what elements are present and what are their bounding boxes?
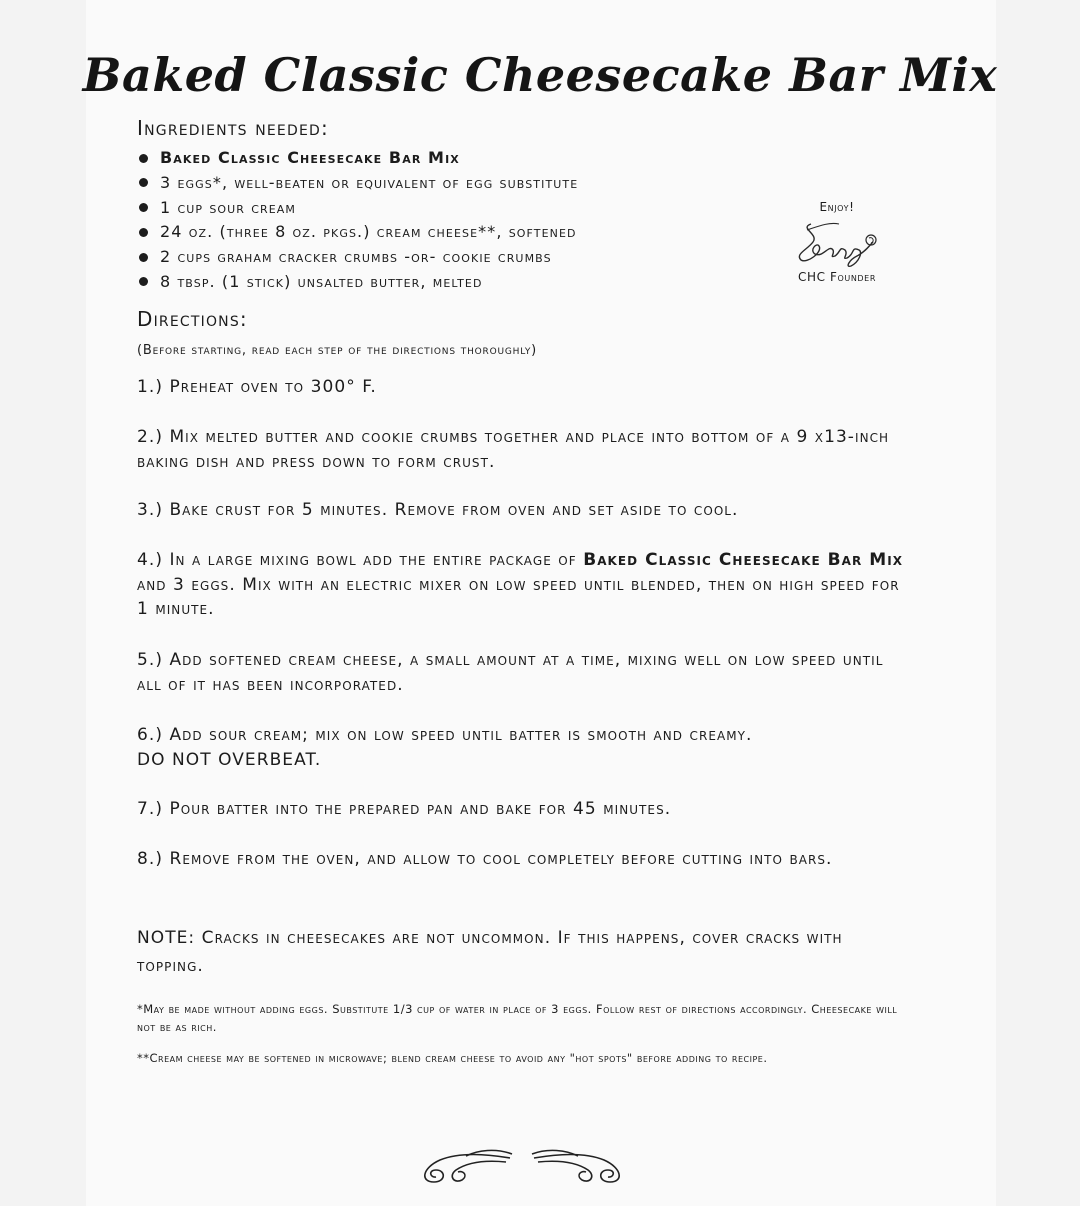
footnote-eggs: *May be made without adding eggs. Substitute 1/3 cup of water in place of 3 eggs. Follow rest of directions accordingly. Cheesecake will not be as rich. bbox=[137, 1002, 898, 1034]
ingredient-item: 8 tbsp. (1 stick) unsalted butter, melted bbox=[137, 270, 578, 295]
bullet-icon bbox=[139, 228, 148, 237]
step-8: 8.) Remove from the oven, and allow to cool completely before cutting into bars. bbox=[137, 849, 833, 869]
bullet-icon bbox=[139, 277, 148, 286]
ingredient-item: 2 cups graham cracker crumbs -or- cookie crumbs bbox=[137, 245, 578, 270]
decorative-flourish-icon bbox=[416, 1140, 628, 1188]
step-6: 6.) Add sour cream; mix on low speed until batter is smooth and creamy. DO NOT OVERBEAT. bbox=[137, 725, 753, 770]
step-1: 1.) Preheat oven to 300° F. bbox=[137, 377, 377, 397]
ingredients-heading: Ingredients needed: bbox=[137, 116, 329, 140]
step-5: 5.) Add softened cream cheese, a small amount at a time, mixing well on low speed until all of it has been incorporated. bbox=[137, 650, 884, 695]
step-3: 3.) Bake crust for 5 minutes. Remove from oven and set aside to cool. bbox=[137, 500, 739, 520]
ingredient-item: 3 eggs*, well-beaten or equivalent of egg substitute bbox=[137, 171, 578, 196]
product-name: Baked Classic Cheesecake Bar Mix bbox=[583, 550, 904, 570]
bullet-icon bbox=[139, 178, 148, 187]
bullet-icon bbox=[139, 203, 148, 212]
overbeat-warning: DO NOT OVERBEAT. bbox=[137, 749, 322, 770]
footnote-cream-cheese: **Cream cheese may be softened in microwave; blend cream cheese to avoid any "hot spots" before adding to recipe. bbox=[137, 1051, 768, 1065]
cracks-note: NOTE: Cracks in cheesecakes are not uncommon. If this happens, cover cracks with topping. bbox=[137, 928, 843, 976]
step-7: 7.) Pour batter into the prepared pan and bake for 45 minutes. bbox=[137, 799, 672, 819]
recipe-title: Baked Classic Cheesecake Bar Mix bbox=[82, 48, 998, 102]
founder-caption: CHC Founder bbox=[797, 270, 876, 284]
bullet-icon bbox=[139, 253, 148, 262]
step-2: 2.) Mix melted butter and cookie crumbs together and place into bottom of a 9 x13-inch baking dish and press down to form crust. bbox=[137, 427, 890, 472]
directions-heading: Directions: bbox=[137, 307, 248, 331]
ingredient-item: 1 cup sour cream bbox=[137, 196, 578, 221]
enjoy-text: Enjoy! bbox=[819, 200, 855, 214]
bullet-icon bbox=[139, 154, 148, 163]
directions-note: (Before starting, read each step of the directions thoroughly) bbox=[137, 343, 537, 358]
ingredient-item: 24 oz. (three 8 oz. pkgs.) cream cheese**, softened bbox=[137, 220, 578, 245]
ingredients-list bbox=[137, 146, 578, 295]
founder-signature-block bbox=[782, 200, 892, 284]
step-4: 4.) In a large mixing bowl add the entire package of Baked Classic Cheesecake Bar Mix and 3 eggs. Mix with an electric mixer on low speed until blended, then on high speed for 1 minute. bbox=[137, 550, 904, 619]
ingredient-item: Baked Classic Cheesecake Bar Mix bbox=[137, 146, 578, 171]
handwritten-signature-icon bbox=[789, 216, 885, 270]
